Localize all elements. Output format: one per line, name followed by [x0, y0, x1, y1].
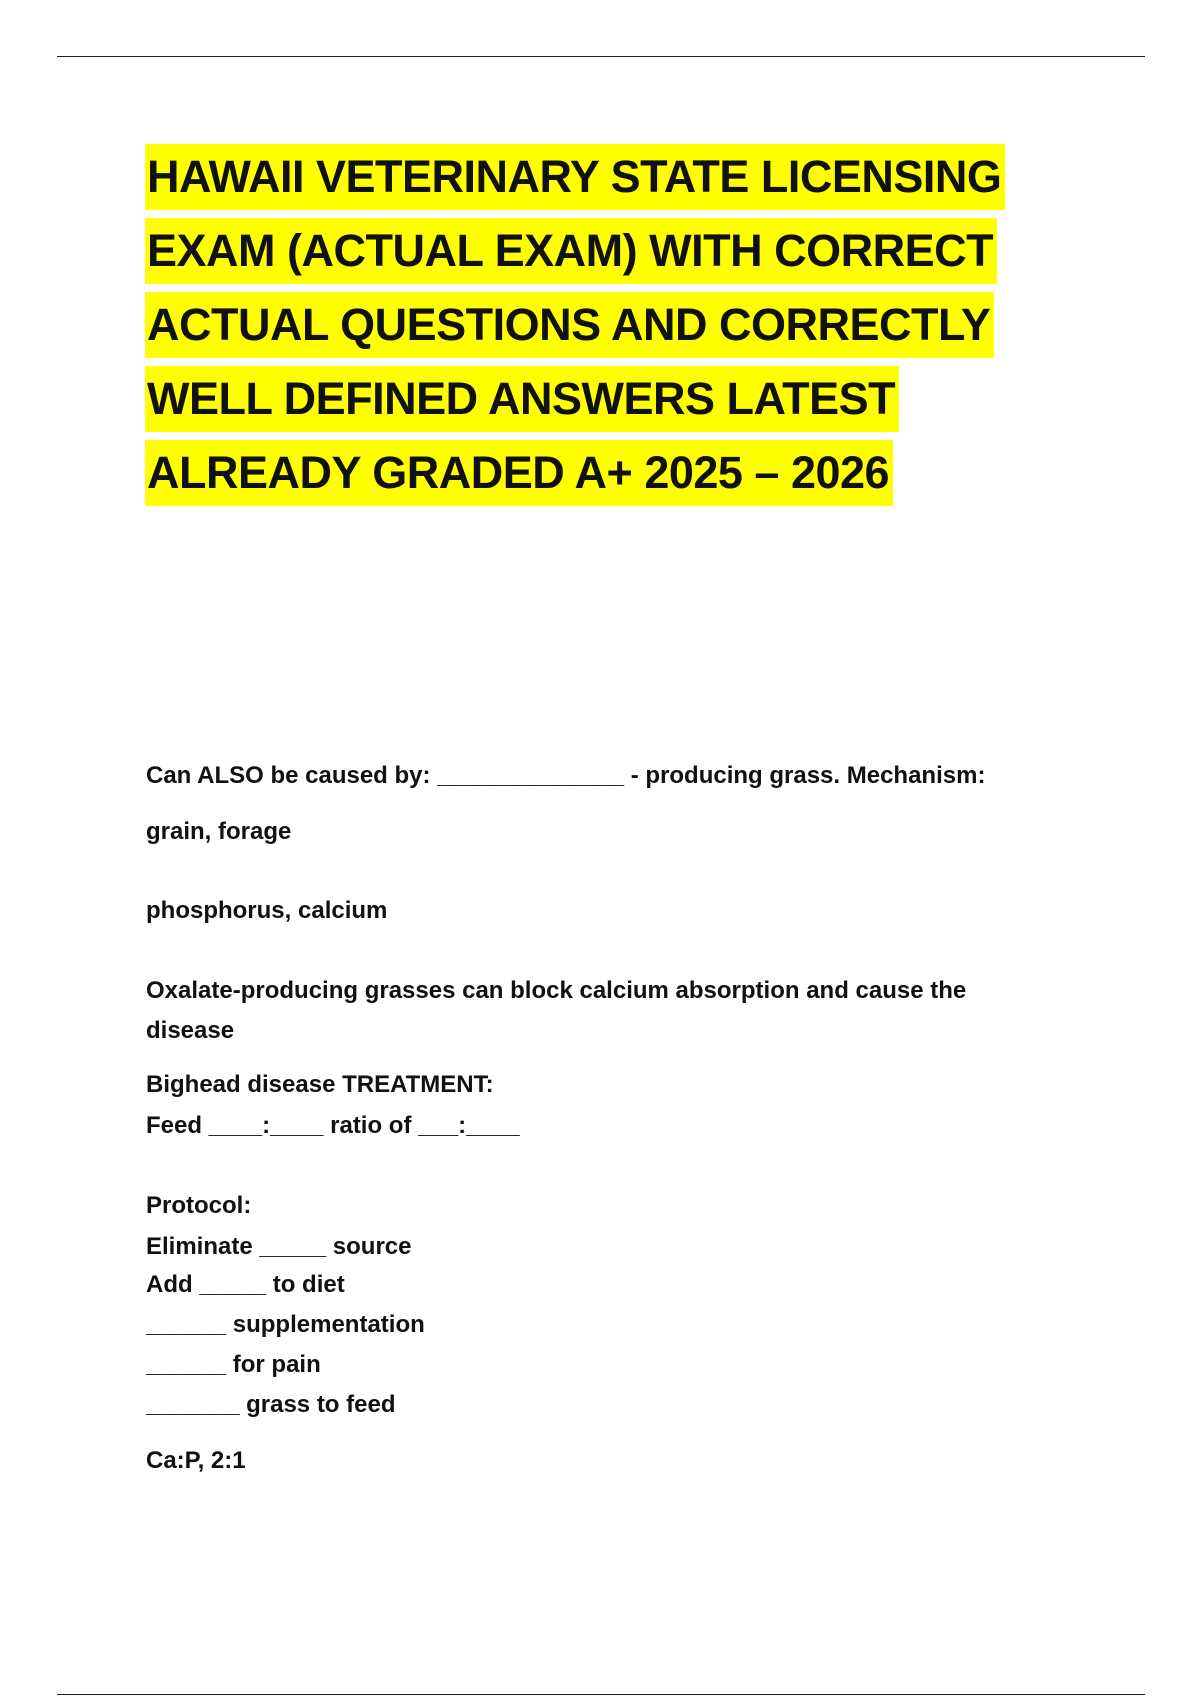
title-line-2: EXAM (ACTUAL EXAM) WITH CORRECT — [145, 218, 997, 284]
answer-oxalate-line-1: Oxalate-producing grasses can block calcium absorption and cause the — [146, 977, 967, 1004]
answer-phosphorus-calcium: phosphorus, calcium — [146, 897, 388, 924]
title-line-5: ALREADY GRADED A+ 2025 – 2026 — [145, 440, 893, 506]
protocol-heading: Protocol: — [146, 1192, 252, 1219]
protocol-item: ______ for pain — [146, 1351, 321, 1378]
header-rule — [57, 56, 1145, 57]
document-title — [145, 144, 1005, 514]
answer-grain-forage: grain, forage — [146, 818, 292, 845]
title-line-4: WELL DEFINED ANSWERS LATEST — [145, 366, 899, 432]
answer-ca-p-ratio: Ca:P, 2:1 — [146, 1447, 246, 1474]
title-line-1: HAWAII VETERINARY STATE LICENSING — [145, 144, 1005, 210]
protocol-item: Eliminate _____ source — [146, 1233, 412, 1260]
question-bighead-treatment: Bighead disease TREATMENT: — [146, 1071, 494, 1098]
footer-rule — [57, 1694, 1145, 1695]
question-feed-ratio: Feed ____:____ ratio of ___:____ — [146, 1112, 520, 1139]
protocol-item: Add _____ to diet — [146, 1271, 345, 1298]
question-oxalate: Can ALSO be caused by: ______________ - producing grass. Mechanism: — [146, 762, 986, 789]
title-line-3: ACTUAL QUESTIONS AND CORRECTLY — [145, 292, 994, 358]
protocol-item: ______ supplementation — [146, 1311, 425, 1338]
answer-oxalate-line-2: disease — [146, 1017, 235, 1044]
protocol-item: _______ grass to feed — [146, 1391, 396, 1418]
